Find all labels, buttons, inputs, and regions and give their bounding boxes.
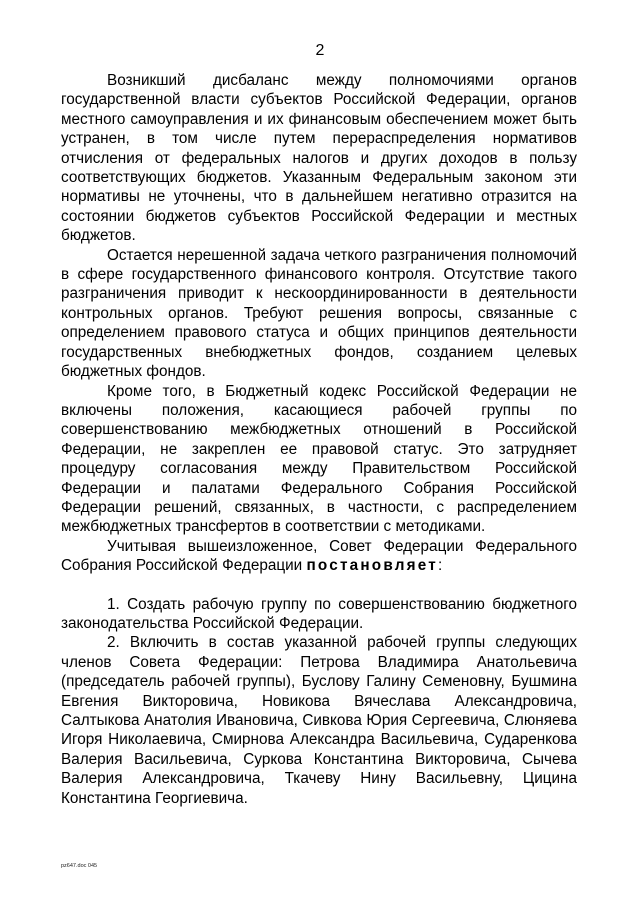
- resolution-paragraph: [61, 537, 577, 576]
- page-number: 2: [315, 42, 325, 59]
- footer-file-code: pz647.doc 045: [61, 863, 98, 869]
- paragraph-financial-control: Остается нерешенной задача четкого разграничения полномочий в сфере государственного финансового контроля. Отсутствие такого разграничения приводит к нескоординированности в деятельности контрольных органов. Требуют решения вопросы, связанные с определением правового статуса и общих принципов деятельности государственных внебюджетных фондов, созданием целевых бюджетных фондов.: [61, 246, 577, 381]
- resolution-keyword: постановляет: [306, 557, 438, 575]
- document-body: [61, 71, 577, 808]
- resolution-item-1: 1. Создать рабочую группу по совершенствованию бюджетного законодательства Российской Федерации.: [61, 595, 577, 632]
- resolution-colon: :: [437, 557, 443, 575]
- resolution-item-2: 2. Включить в состав указанной рабочей группы следующих членов Совета Федерации: Петрова Владимира Анатольевича (председатель рабочей группы), Буслову Галину Семеновну, Бушмина Евгения Викторовича, Новикова Вячеслава Александровича, Салтыкова Анатолия Ивановича, Сивкова Юрия Сергеевича, Слюняева Игоря Николаевича, Смирнова Александра Васильевича, Сударенкова Валерия Васильевича, Суркова Константина Викторовича, Сычева Валерия Александровича, Ткачеву Нину Васильевну, Цицина Константина Георгиевича.: [61, 634, 577, 807]
- paragraph-budget-code: Кроме того, в Бюджетный кодекс Российской Федерации не включены положения, касающиеся рабочей группы по совершенствованию межбюджетных отношений в Российской Федерации, не закреплен ее правовой статус. Это затрудняет процедуру согласования между Правительством Российской Федерации и палатами Федерального Собрания Российской Федерации решений, связанных, в частности, с распределением межбюджетных трансфертов в соответствии с методиками.: [61, 382, 577, 536]
- resolution-intro: Учитывая вышеизложенное, Совет Федерации Федерального Собрания Российской Федерации: [61, 537, 577, 575]
- paragraph-imbalance: Возникший дисбаланс между полномочиями органов государственной власти субъектов Российской Федерации, органов местного самоуправления и их финансовым обеспечением может быть устранен, в том числе путем перераспределения нормативов отчисления от федеральных налогов и других доходов в пользу соответствующих бюджетов. Указанным Федеральным законом эти нормативы не уточнены, что в дальнейшем негативно отразится на состоянии бюджетов субъектов Российской Федерации и местных бюджетов.: [61, 72, 577, 245]
